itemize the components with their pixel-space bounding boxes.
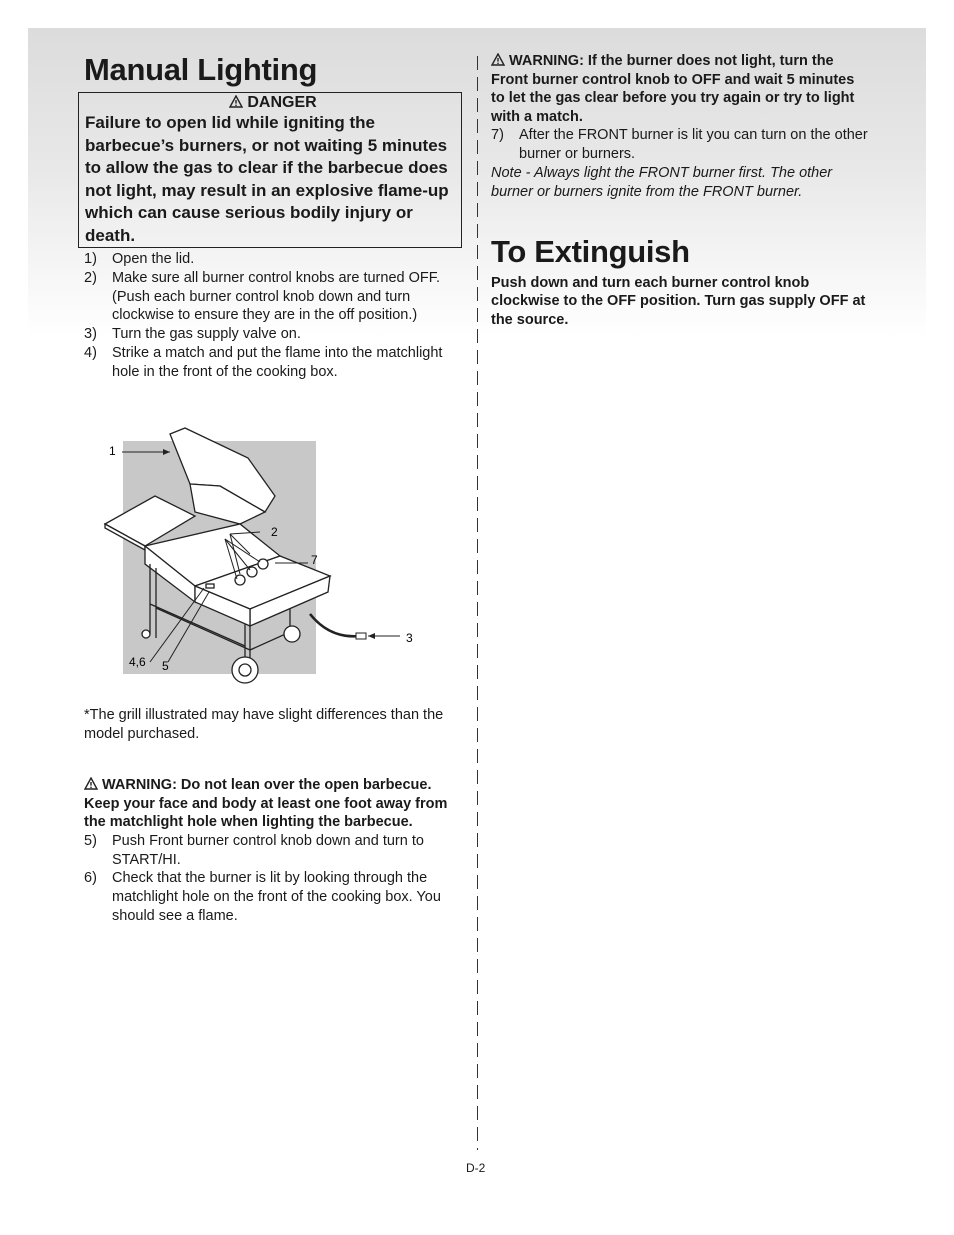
extinguish-title: To Extinguish bbox=[491, 233, 690, 269]
steps-list-3 bbox=[491, 126, 871, 164]
list-item bbox=[84, 344, 468, 382]
list-item bbox=[84, 269, 468, 325]
step-text: After the FRONT burner is lit you can turn on the other burner or burners. bbox=[519, 127, 868, 163]
steps-list-1 bbox=[84, 250, 468, 382]
warning-triangle-icon bbox=[84, 777, 98, 790]
page-number: D-2 bbox=[466, 1161, 486, 1175]
step-number: 4) bbox=[84, 344, 97, 361]
list-item bbox=[491, 126, 871, 164]
figure-note: *The grill illustrated may have slight differences than the model purchased. bbox=[84, 707, 444, 742]
extinguish-text: Push down and turn each burner control knob clockwise to the OFF position. Turn gas supply OFF at the source. bbox=[491, 274, 866, 328]
step-text: Open the lid. bbox=[112, 251, 195, 267]
steps-list-2 bbox=[84, 832, 468, 926]
step-text: Push Front burner control knob down and turn to START/HI. bbox=[112, 832, 424, 868]
lighting-note: Note - Always light the FRONT burner first. The other burner or burners ignite from the FRONT burner. bbox=[491, 164, 833, 200]
gas-connector bbox=[356, 633, 366, 639]
list-item bbox=[84, 250, 468, 269]
figure-label-5: 5 bbox=[162, 659, 169, 673]
step-number: 6) bbox=[84, 870, 97, 887]
step-text: Strike a match and put the flame into the matchlight hole in the front of the cooking box. bbox=[112, 344, 443, 380]
left-column bbox=[84, 52, 468, 382]
danger-box bbox=[78, 92, 462, 248]
right-warning-text: WARNING: If the burner does not light, turn the Front burner control knob to OFF and wait 5 minutes to let the gas clear before you try again or try to light with a match. bbox=[491, 53, 855, 125]
step-text: Turn the gas supply valve on. bbox=[112, 326, 301, 343]
step-number: 2) bbox=[84, 269, 97, 286]
danger-label: DANGER bbox=[247, 94, 317, 111]
list-item bbox=[84, 325, 468, 344]
step-text: Check that the burner is lit by looking through the matchlight hole on the front of the cooking box. You should see a flame. bbox=[112, 870, 441, 924]
grill-illustration bbox=[100, 424, 430, 694]
step-text: Make sure all burner control knobs are turned OFF. (Push each burner control knob down and turn clockwise to ensure they are in the off position.) bbox=[112, 269, 441, 324]
figure-label-7: 7 bbox=[311, 553, 318, 567]
column-divider bbox=[477, 56, 478, 1150]
warning-triangle-icon bbox=[229, 95, 243, 108]
left-warning-section bbox=[84, 776, 468, 926]
left-warning-text: WARNING: Do not lean over the open barbecue. Keep your face and body at least one foot away from the matchlight hole when lighting the barbecue. bbox=[84, 777, 448, 831]
figure-label-2: 2 bbox=[271, 525, 278, 539]
list-item bbox=[84, 869, 468, 925]
danger-heading bbox=[85, 93, 461, 112]
step-number: 3) bbox=[84, 326, 97, 343]
danger-text: Failure to open lid while igniting the barbecue’s burners, or not waiting 5 minutes to allow the gas to clear if the barbecue does not light, may result in an explosive flame-up which can cause serious bodily injury or death. bbox=[85, 113, 449, 245]
warning-triangle-icon bbox=[491, 53, 505, 66]
step-number: 1) bbox=[84, 251, 97, 267]
step-number: 7) bbox=[491, 127, 504, 144]
left-warning bbox=[84, 776, 468, 832]
right-warning bbox=[491, 52, 871, 126]
figure-label-4-6: 4,6 bbox=[129, 655, 146, 669]
step-number: 5) bbox=[84, 832, 97, 849]
figure-label-1: 1 bbox=[109, 444, 116, 458]
figure-label-3: 3 bbox=[406, 631, 413, 645]
list-item bbox=[84, 832, 468, 870]
gas-hose bbox=[310, 614, 360, 636]
page-title: Manual Lighting bbox=[84, 52, 318, 87]
right-column bbox=[491, 52, 871, 329]
